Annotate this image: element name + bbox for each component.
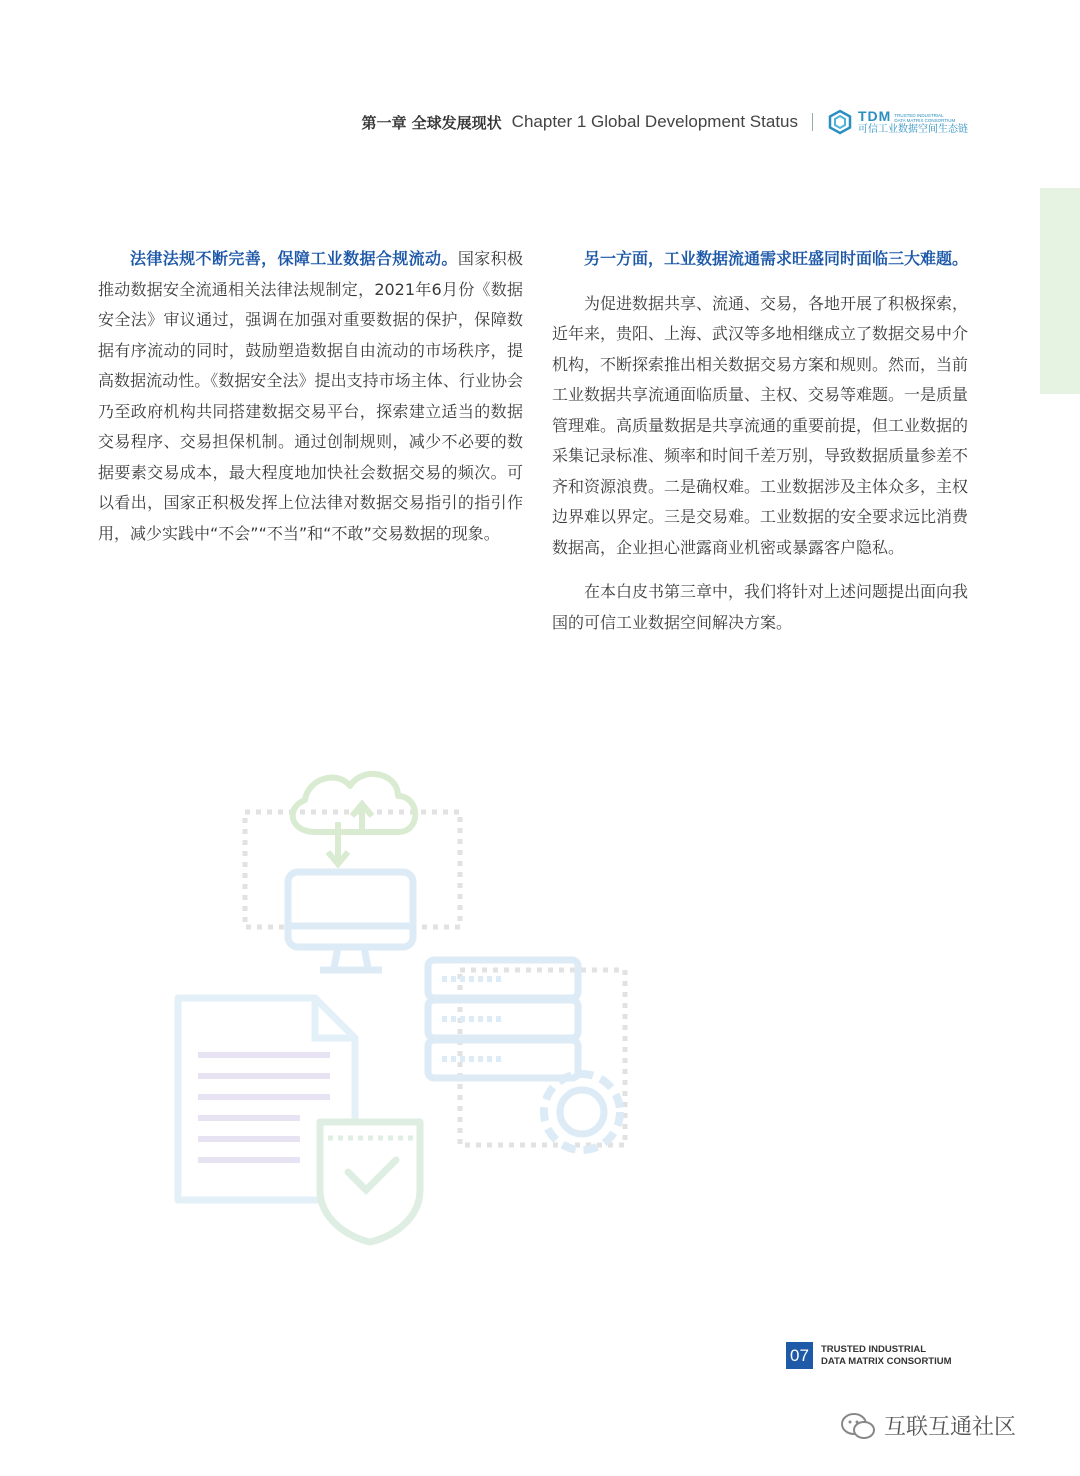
watermark [840,1410,1016,1441]
left-paragraph [98,244,523,549]
left-body: 国家积极推动数据安全流通相关法律法规制定，2021年6月份《数据安全法》审议通过，强调在加强对重要数据的保护，保障数据有序流动的同时，鼓励塑造数据自由流动的市场秩序，提高数据流动性。《数据安全法》提出支持市场主体、行业协会乃至政府机构共同搭建数据交易平台，探索建立适当的数据交易程序、交易担保机制。通过创制规则，减少不必要的数据要素交易成本，最大程度地加快社会数据交易的频次。可以看出，国家正积极发挥上位法律对数据交易指引的指引作用，减少实践中“不会”“不当”和“不敢”交易数据的现象。 [98,249,523,543]
left-column [98,244,523,549]
tdm-logo-icon [827,109,853,135]
footer-line2: DATA MATRIX CONSORTIUM [821,1355,952,1367]
shield-check-icon [320,1122,420,1242]
right-paragraph-2: 在本白皮书第三章中，我们将针对上述问题提出面向我国的可信工业数据空间解决方案。 [552,582,969,632]
right-column [552,244,968,638]
header-divider [812,113,813,131]
footer-org [821,1344,952,1368]
logo-tdm-text: TDM [858,108,892,124]
data-exchange-illustration [170,760,650,1250]
page-footer [786,1342,952,1369]
monitor-icon [288,872,413,970]
chapter-title-cn: 第一章 全球发展现状 [361,113,502,132]
server-icon [428,960,578,1078]
arrow-down-icon [328,822,348,864]
right-lead-paragraph [552,244,968,275]
tdm-logo [827,109,968,135]
page-number: 07 [786,1342,813,1369]
side-tab [1040,188,1080,394]
footer-line1: TRUSTED INDUSTRIAL [821,1343,927,1355]
wechat-icon [840,1411,876,1441]
right-paragraph-1: 为促进数据共享、流通、交易，各地开展了积极探索，近年来，贵阳、上海、武汉等多地相继成立了数据交易中介机构，不断探索推出相关数据交易方案和规则。然而，当前工业数据共享流通面临质量、主权、交易等难题。一是质量管理难。高质量数据是共享流通的重要前提，但工业数据的采集记录标准、频率和时间千差万别，导致数据质量参差不齐和资源浪费。二是确权难。工业数据涉及主体众多，主权边界难以界定。三是交易难。工业数据的安全要求远比消费数据高，企业担心泄露商业机密或暴露客户隐私。 [552,293,969,557]
page-header [361,104,968,140]
chapter-title-en: Chapter 1 Global Development Status [511,112,798,131]
gear-icon [544,1074,620,1150]
left-lead: 法律法规不断完善，保障工业数据合规流动。 [130,249,458,268]
logo-en-line2: DATA MATRIX CONSORTIUM [894,117,956,123]
right-lead: 另一方面，工业数据流通需求旺盛同时面临三大难题。 [584,249,969,268]
watermark-text: 互联互通社区 [884,1415,1017,1440]
logo-en-line1: TRUSTED INDUSTRIAL [894,113,944,118]
logo-cn-text: 可信工业数据空间生态链 [858,124,968,135]
cloud-upload-icon [293,774,416,832]
